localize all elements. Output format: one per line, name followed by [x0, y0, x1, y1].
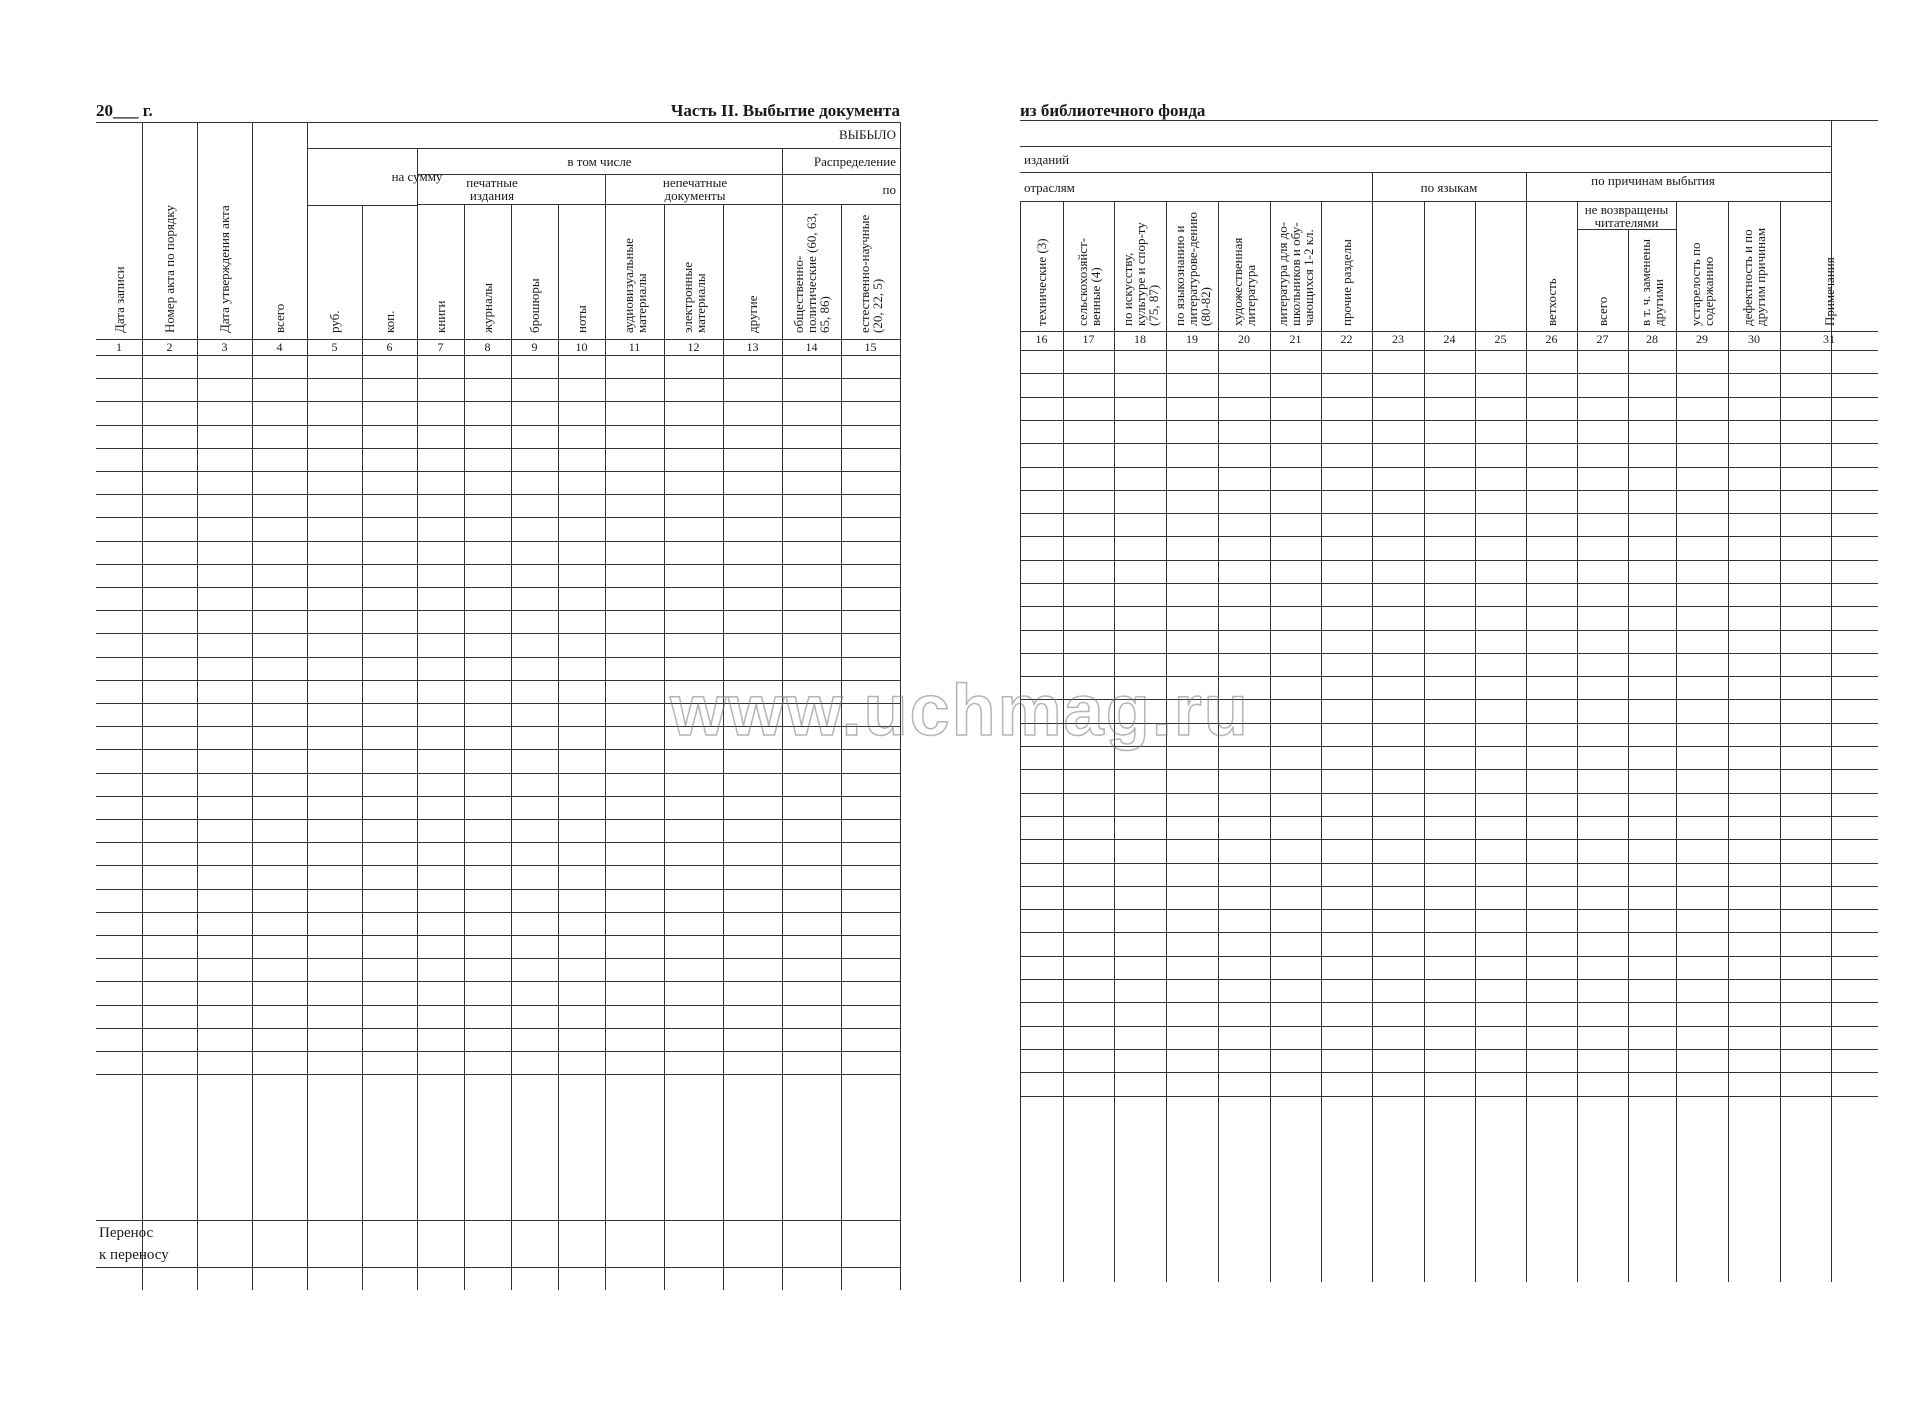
grid-line-h [96, 587, 900, 588]
grid-line-h [96, 912, 900, 913]
grid-line-h [96, 773, 900, 774]
col-label-17: сельскохозяйст-венные (4) [1074, 237, 1103, 326]
grid-line-h [96, 1267, 900, 1268]
col-number-13: 13 [746, 340, 759, 354]
col-label-7: книги [433, 300, 448, 333]
col-number-17: 17 [1082, 332, 1095, 346]
col-number-26: 26 [1545, 332, 1558, 346]
grid-line-h [1020, 606, 1878, 607]
grid-line-v [464, 204, 465, 1290]
grid-line-h [1020, 769, 1878, 770]
col-number-9: 9 [531, 340, 538, 354]
col-label-15: естественно-научные (20, 22, 5) [856, 214, 885, 333]
grid-line-v [1424, 201, 1425, 1282]
col-label-26: ветхость [1544, 278, 1559, 326]
col-label-31: Примечания [1821, 257, 1837, 326]
col-number-12: 12 [687, 340, 700, 354]
label-ne-vozvrashcheny: не возвращены читателями [1584, 202, 1669, 230]
col-label-11: аудиовизуальные материалы [620, 238, 649, 333]
grid-line-v [1780, 201, 1781, 1282]
grid-line-h [1020, 467, 1878, 468]
grid-line-h [1020, 979, 1878, 980]
grid-line-h [1020, 513, 1878, 514]
grid-line-h [96, 726, 900, 727]
label-po-yazykam: по языкам [1420, 180, 1478, 195]
col-number-14: 14 [805, 340, 818, 354]
grid-line-h [1020, 932, 1878, 933]
col-number-6: 6 [386, 340, 393, 354]
grid-line-h [96, 610, 900, 611]
col-label-16: технические (3) [1034, 238, 1049, 326]
grid-line-h [1020, 956, 1878, 957]
col-number-8: 8 [484, 340, 491, 354]
grid-line-v [362, 205, 363, 1290]
grid-line-v [1475, 201, 1476, 1282]
grid-line-v [142, 122, 143, 1290]
col-label-21: литература для до-школьников и обу-чающихся 1-2 кл. [1275, 221, 1316, 326]
col-label-29: устарелость по содержанию [1688, 242, 1716, 326]
header-fund: из библиотечного фонда [1020, 101, 1206, 120]
grid-line-h [1020, 443, 1878, 444]
header-part: Часть II. Выбытие документа [670, 101, 900, 120]
grid-line-h [96, 425, 900, 426]
grid-line-h [307, 148, 900, 149]
grid-line-h [96, 1074, 900, 1075]
grid-line-h [1020, 120, 1878, 121]
grid-line-h [1020, 1049, 1878, 1050]
grid-line-h [96, 842, 900, 843]
grid-line-v [1270, 201, 1271, 1282]
col-label-5: руб. [327, 310, 342, 333]
grid-line-h [96, 657, 900, 658]
grid-line-h [96, 1220, 900, 1221]
grid-line-v [197, 122, 198, 1290]
grid-line-h [1020, 397, 1878, 398]
grid-line-h [96, 355, 900, 356]
label-otraslyam: отраслям [1024, 180, 1075, 195]
label-k-perenosu: к переносу [99, 1247, 169, 1263]
col-label-6: коп. [382, 310, 397, 333]
grid-line-h [96, 564, 900, 565]
grid-line-v [558, 204, 559, 1290]
grid-line-h [96, 378, 900, 379]
col-number-1: 1 [116, 340, 122, 354]
col-label-27: всего [1595, 296, 1610, 326]
grid-line-h [1020, 201, 1831, 202]
grid-line-h [96, 1051, 900, 1052]
grid-line-h [1020, 1072, 1878, 1073]
grid-line-h [96, 339, 900, 340]
col-number-31: 31 [1823, 332, 1835, 346]
grid-line-v [664, 204, 665, 1290]
grid-line-h [1020, 793, 1878, 794]
col-number-11: 11 [628, 340, 641, 354]
col-number-24: 24 [1443, 332, 1456, 346]
grid-line-v [252, 122, 253, 1290]
col-label-12: электронные материалы [679, 261, 708, 333]
grid-line-h [1020, 490, 1878, 491]
col-number-19: 19 [1186, 332, 1198, 346]
col-label-9: брошюры [527, 278, 542, 333]
grid-line-h [96, 935, 900, 936]
grid-line-h [1020, 536, 1878, 537]
label-raspredelenie: Распределение [813, 154, 896, 169]
grid-line-h [417, 204, 900, 205]
col-label-13: другие [745, 295, 760, 333]
grid-line-h [1020, 816, 1878, 817]
grid-line-h [1020, 723, 1878, 724]
grid-line-h [96, 401, 900, 402]
label-perenos: Перенос [99, 1225, 154, 1241]
grid-line-h [96, 541, 900, 542]
label-v-tom-chisle: в том числе [567, 154, 632, 169]
col-number-29: 29 [1696, 332, 1708, 346]
grid-line-h [1020, 653, 1878, 654]
label-nepechatnye: непечатные документы [662, 175, 728, 203]
grid-line-v [1218, 201, 1219, 1282]
label-po: по [882, 182, 896, 197]
grid-line-h [96, 680, 900, 681]
grid-line-h [1020, 630, 1878, 631]
grid-line-h [1020, 1096, 1878, 1097]
col-number-2: 2 [166, 340, 173, 354]
col-label-20: художественная литература [1230, 237, 1258, 326]
grid-line-v [1628, 229, 1629, 1282]
grid-line-v [417, 148, 418, 1290]
col-label-18: по искусству, культуре и спор-ту (75, 87) [1119, 222, 1161, 326]
label-po-prichinam: по причинам выбытия [1591, 173, 1715, 188]
grid-line-h [96, 889, 900, 890]
grid-line-h [96, 633, 900, 634]
grid-line-v [1676, 201, 1677, 1282]
col-label-8: журналы [480, 282, 495, 333]
grid-line-v [1166, 201, 1167, 1282]
grid-line-h [96, 122, 900, 123]
col-number-3: 3 [221, 340, 228, 354]
watermark: www.uchmag.ru [670, 671, 1250, 751]
col-label-19: по языкознанию и литературове-дению (80-82) [1171, 211, 1213, 326]
grid-line-h [1020, 746, 1878, 747]
grid-line-h [96, 749, 900, 750]
grid-line-h [96, 517, 900, 518]
grid-line-h [1020, 909, 1878, 910]
grid-line-h [1020, 420, 1878, 421]
grid-line-h [1020, 863, 1878, 864]
grid-line-h [1020, 676, 1878, 677]
grid-line-v [1577, 201, 1578, 1282]
grid-line-h [96, 796, 900, 797]
col-number-25: 25 [1494, 332, 1507, 346]
grid-line-h [1020, 583, 1878, 584]
label-vybylo: ВЫБЫЛО [838, 127, 896, 142]
grid-line-v [1063, 201, 1064, 1282]
grid-line-v [1020, 201, 1021, 1282]
grid-line-v [1321, 201, 1322, 1282]
col-label-22: прочие разделы [1339, 239, 1354, 326]
grid-line-h [96, 703, 900, 704]
grid-line-v [723, 204, 724, 1290]
label-pechatnye: печатные издания [466, 175, 518, 203]
col-number-18: 18 [1134, 332, 1146, 346]
grid-line-h [96, 1028, 900, 1029]
col-number-4: 4 [276, 340, 283, 354]
col-number-28: 28 [1646, 332, 1658, 346]
col-label-2: Номер акта по порядку [162, 204, 177, 333]
col-number-23: 23 [1392, 332, 1404, 346]
grid-line-h [1020, 373, 1878, 374]
label-izdaniy: изданий [1024, 152, 1070, 167]
grid-line-h [96, 981, 900, 982]
grid-line-h [96, 448, 900, 449]
grid-line-h [96, 958, 900, 959]
col-number-22: 22 [1340, 332, 1353, 346]
col-label-4: всего [272, 303, 287, 333]
col-number-21: 21 [1289, 332, 1302, 346]
grid-line-h [96, 471, 900, 472]
grid-line-h [1020, 886, 1878, 887]
col-number-30: 30 [1748, 332, 1760, 346]
col-label-3: Дата утверждения акта [217, 205, 232, 333]
col-label-28: в т. ч. заменены другими [1638, 239, 1666, 326]
header-year: 20___ г. [96, 101, 153, 120]
right-page [960, 0, 1920, 1403]
col-label-1: Дата записи [111, 266, 127, 333]
grid-line-h [1020, 839, 1878, 840]
grid-line-v [900, 122, 901, 1290]
grid-line-v [1114, 201, 1115, 1282]
grid-line-h [1020, 1002, 1878, 1003]
grid-line-h [1020, 146, 1831, 147]
grid-line-h [96, 494, 900, 495]
grid-line-v [1728, 201, 1729, 1282]
grid-line-h [96, 865, 900, 866]
col-label-14: общественно-политические (60, 63, 65, 86) [791, 212, 832, 333]
label-na-summu: на сумму [391, 169, 443, 184]
grid-line-h [1020, 699, 1878, 700]
col-number-15: 15 [864, 340, 877, 354]
grid-line-h [1020, 1026, 1878, 1027]
col-label-30: дефектность и по другим причинам [1740, 227, 1768, 326]
col-label-10: ноты [574, 305, 589, 333]
col-number-7: 7 [437, 340, 444, 354]
grid-line-h [1020, 350, 1878, 351]
col-number-5: 5 [331, 340, 338, 354]
grid-line-v [841, 204, 842, 1290]
col-number-20: 20 [1238, 332, 1250, 346]
grid-line-v [511, 204, 512, 1290]
grid-line-h [96, 819, 900, 820]
grid-line-v [307, 122, 308, 1290]
grid-line-v [782, 148, 783, 1290]
col-number-10: 10 [575, 340, 588, 354]
grid-line-h [96, 1005, 900, 1006]
col-number-27: 27 [1596, 332, 1609, 346]
col-number-16: 16 [1035, 332, 1048, 346]
grid-line-h [1020, 560, 1878, 561]
